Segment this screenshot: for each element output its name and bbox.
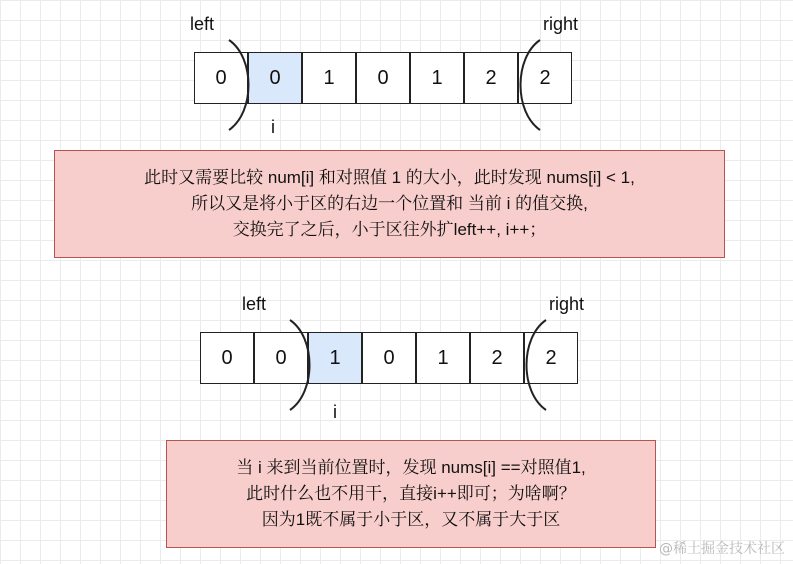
array-cell: 1 — [410, 52, 464, 104]
left-boundary-bracket — [286, 318, 316, 412]
array-cell: 1 — [302, 52, 356, 104]
left-pointer-label: left — [242, 294, 267, 314]
right-pointer-label: right — [549, 294, 585, 314]
note-line: 当 i 来到当前位置时，发现 nums[i] ==对照值1, — [236, 458, 586, 477]
i-pointer-label: i — [333, 402, 337, 422]
right-boundary-bracket — [514, 38, 544, 132]
right-boundary-bracket — [520, 318, 550, 412]
note-line: 交换完了之后，小于区往外扩left++, i++； — [232, 220, 547, 239]
array-cell: 0 — [200, 332, 254, 384]
array-cell-current: 0 — [248, 52, 302, 104]
array-cell: 2 — [464, 52, 518, 104]
step1-explanation-note — [54, 150, 725, 258]
array-cell: 2 — [524, 332, 578, 384]
left-pointer-label: left — [190, 14, 215, 34]
note-line: 此时什么也不用干，直接i++即可；为啥啊？ — [246, 484, 576, 503]
array-cell: 2 — [470, 332, 524, 384]
step2-explanation-note — [166, 440, 656, 548]
array-cell: 0 — [356, 52, 410, 104]
array-cell: 0 — [254, 332, 308, 384]
note-line: 所以又是将小于区的右边一个位置和 当前 i 的值交换, — [191, 194, 588, 213]
note-line: 因为1既不属于小于区，又不属于大于区 — [261, 510, 561, 529]
array-cell: 0 — [194, 52, 248, 104]
right-pointer-label: right — [543, 14, 579, 34]
array-cell-current: 1 — [308, 332, 362, 384]
watermark: @稀土掘金技术社区 — [659, 541, 785, 557]
left-boundary-bracket — [225, 38, 255, 132]
array-cell: 2 — [518, 52, 572, 104]
array-cell: 0 — [362, 332, 416, 384]
i-pointer-label: i — [271, 117, 275, 137]
array-cell: 1 — [416, 332, 470, 384]
note-line: 此时又需要比较 num[i] 和对照值 1 的大小，此时发现 nums[i] < 1, — [144, 168, 635, 187]
